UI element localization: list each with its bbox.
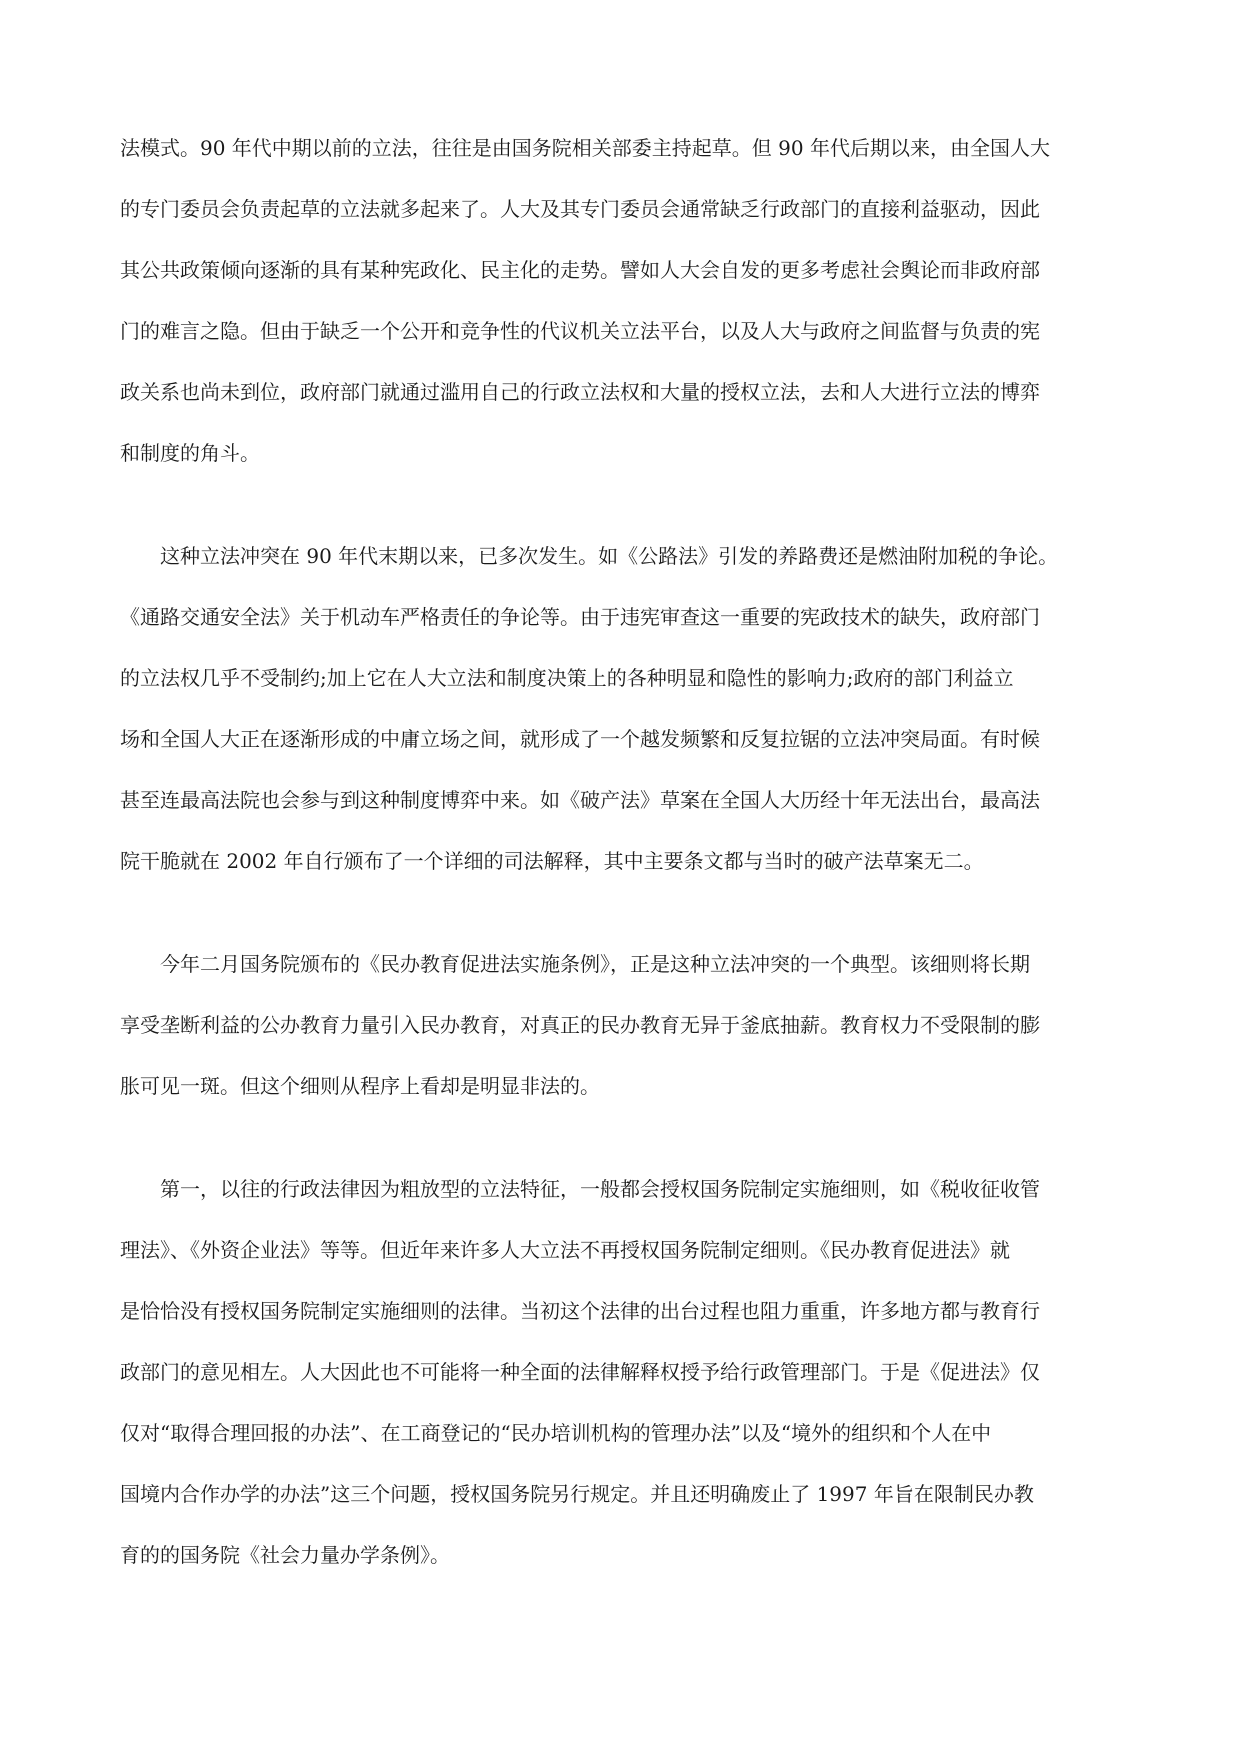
paragraph-spacer xyxy=(120,1130,1118,1172)
text-line: 门的难言之隐。但由于缺乏一个公开和竞争性的代议机关立法平台，以及人大与政府之间监督与负责的宪 xyxy=(120,319,1040,343)
paragraph-spacer xyxy=(120,905,1118,947)
text-line: 理法》、《外资企业法》等等。但近年来许多人大立法不再授权国务院制定细则。《民办教育促进法》就 xyxy=(120,1238,1010,1262)
text-line: 第一，以往的行政法律因为粗放型的立法特征，一般都会授权国务院制定实施细则，如《税收征收管 xyxy=(160,1177,1040,1201)
text-line: 育的的国务院《社会力量办学条例》。 xyxy=(120,1543,450,1567)
text-line: 这种立法冲突在 90 年代末期以来，已多次发生。如《公路法》引发的养路费还是燃油附加税的争论。 xyxy=(160,544,1059,568)
text-line: 法模式。90 年代中期以前的立法，往往是由国务院相关部委主持起草。但 90 年代后期以来，由全国人大 xyxy=(120,136,1050,160)
text-line: 仅对“取得合理回报的办法”、在工商登记的“民办培训机构的管理办法”以及“境外的组织和个人在中 xyxy=(120,1421,992,1445)
text-line: 其公共政策倾向逐渐的具有某种宪政化、民主化的走势。譬如人大会自发的更多考虑社会舆论而非政府部 xyxy=(120,258,1040,282)
paragraph-spacer xyxy=(120,497,1118,539)
text-line: 国境内合作办学的办法”这三个问题，授权国务院另行规定。并且还明确废止了 1997 年旨在限制民办教 xyxy=(120,1482,1034,1506)
text-line: 是恰恰没有授权国务院制定实施细则的法律。当初这个法律的出台过程也阻力重重，许多地方都与教育行 xyxy=(120,1299,1040,1323)
text-line: 和制度的角斗。 xyxy=(120,441,260,465)
text-line: 的立法权几乎不受制约;加上它在人大立法和制度决策上的各种明显和隐性的影响力;政府的部门利益立 xyxy=(120,666,1014,690)
text-line: 胀可见一斑。但这个细则从程序上看却是明显非法的。 xyxy=(120,1074,600,1098)
paragraph-3 xyxy=(120,947,1118,1130)
text-line: 院干脆就在 2002 年自行颁布了一个详细的司法解释，其中主要条文都与当时的破产法草案无二。 xyxy=(120,849,984,873)
paragraph-4 xyxy=(120,1172,1118,1599)
text-line: 享受垄断利益的公办教育力量引入民办教育，对真正的民办教育无异于釜底抽薪。教育权力不受限制的膨 xyxy=(120,1013,1040,1037)
text-line: 《通路交通安全法》关于机动车严格责任的争论等。由于违宪审查这一重要的宪政技术的缺失，政府部门 xyxy=(120,605,1040,629)
paragraph-1 xyxy=(120,131,1118,497)
document-body xyxy=(120,131,1118,1599)
text-line: 今年二月国务院颁布的《民办教育促进法实施条例》，正是这种立法冲突的一个典型。该细则将长期 xyxy=(160,952,1030,976)
paragraph-2 xyxy=(120,539,1118,905)
text-line: 政关系也尚未到位，政府部门就通过滥用自己的行政立法权和大量的授权立法，去和人大进行立法的博弈 xyxy=(120,380,1040,404)
text-line: 政部门的意见相左。人大因此也不可能将一种全面的法律解释权授予给行政管理部门。于是《促进法》仅 xyxy=(120,1360,1040,1384)
text-line: 的专门委员会负责起草的立法就多起来了。人大及其专门委员会通常缺乏行政部门的直接利益驱动，因此 xyxy=(120,197,1040,221)
text-line: 甚至连最高法院也会参与到这种制度博弈中来。如《破产法》草案在全国人大历经十年无法出台，最高法 xyxy=(120,788,1040,812)
text-line: 场和全国人大正在逐渐形成的中庸立场之间，就形成了一个越发频繁和反复拉锯的立法冲突局面。有时候 xyxy=(120,727,1040,751)
